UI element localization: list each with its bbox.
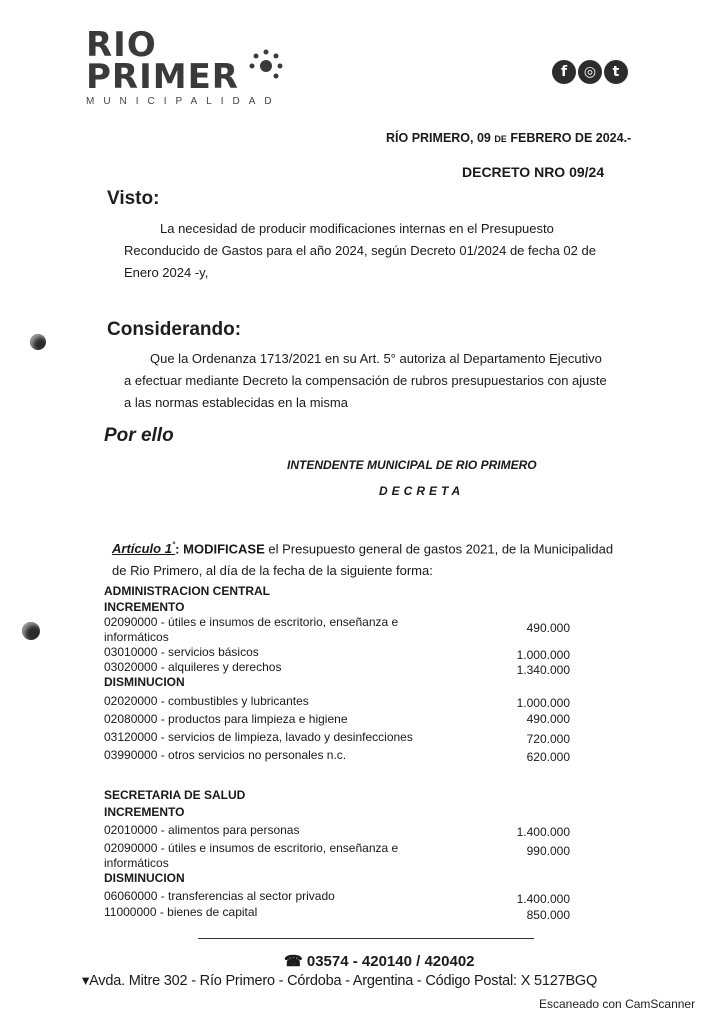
visto-heading: Visto: bbox=[107, 188, 160, 209]
instagram-icon[interactable]: ◎ bbox=[578, 60, 602, 84]
visto-line-3: Enero 2024 -y, bbox=[124, 265, 209, 280]
incremento-label: INCREMENTO bbox=[104, 805, 185, 819]
table-row: 02090000 - útiles e insumos de escritorio, enseñanza e 490.000 informáticos bbox=[104, 615, 570, 644]
por-ello-heading: Por ello bbox=[104, 425, 174, 446]
articulo-label: Artículo 1° bbox=[112, 541, 176, 557]
social-icons bbox=[552, 60, 628, 84]
logo-word-primer: PRIMER bbox=[86, 57, 239, 97]
logo-subtitle: MUNICIPALIDAD bbox=[86, 96, 281, 107]
visto-paragraph bbox=[124, 218, 622, 284]
articulo-line-2: de Rio Primero, al día de la fecha de la siguiente forma: bbox=[112, 563, 433, 579]
visto-line-1: La necesidad de producir modificaciones internas en el Presupuesto bbox=[160, 221, 554, 236]
section-title: ADMINISTRACION CENTRAL bbox=[104, 584, 270, 598]
table-row: 11000000 - bienes de capital 850.000 bbox=[104, 905, 570, 922]
table-row: 02020000 - combustibles y lubricantes 1.000.000 bbox=[104, 694, 570, 710]
table-row: 03010000 - servicios básicos 1.000.000 bbox=[104, 645, 570, 662]
phone-icon: ☎ bbox=[284, 953, 303, 970]
decree-number: DECRETO NRO 09/24 bbox=[462, 164, 605, 180]
facebook-icon[interactable]: f bbox=[552, 60, 576, 84]
modificase-word: MODIFICASE bbox=[183, 541, 265, 557]
decreta-title: DECRETA bbox=[379, 484, 465, 498]
twitter-icon[interactable]: t bbox=[604, 60, 628, 84]
table-row: 02010000 - alimentos para personas 1.400.000 bbox=[104, 823, 570, 839]
table-row: 03990000 - otros servicios no personales n.c. 620.000 bbox=[104, 748, 570, 764]
table-row: 03020000 - alquileres y derechos 1.340.000 bbox=[104, 660, 570, 677]
sun-logo-icon bbox=[246, 44, 286, 84]
considerando-paragraph bbox=[124, 348, 622, 414]
disminucion-label: DISMINUCION bbox=[104, 871, 185, 885]
articulo-1: Artículo 1°: MODIFICASE el Presupuesto general de gastos 2021, de la Municipalidad de Rio Primero, al día de la fecha de la siguiente forma: bbox=[112, 535, 627, 582]
table-row: 02090000 - útiles e insumos de escritorio, enseñanza e 990.000 informáticos bbox=[104, 841, 570, 870]
considerando-line-1: Que la Ordenanza 1713/2021 en su Art. 5° autoriza al Departamento Ejecutivo bbox=[150, 351, 602, 366]
considerando-line-3: a las normas establecidas en la misma bbox=[124, 395, 348, 410]
footer-phone: ☎ 03574 - 420140 / 420402 bbox=[284, 953, 475, 970]
incremento-label: INCREMENTO bbox=[104, 600, 185, 614]
footer-address: ▾Avda. Mitre 302 - Río Primero - Córdoba - Argentina - Código Postal: X 5127BGQ bbox=[82, 973, 598, 989]
disminucion-label: DISMINUCION bbox=[104, 675, 185, 689]
table-row: 06060000 - transferencias al sector privado 1.400.000 bbox=[104, 889, 570, 906]
considerando-line-2: a efectuar mediante Decreto la compensación de rubros presupuestarios con ajuste bbox=[124, 373, 607, 388]
section-title: SECRETARIA DE SALUD bbox=[104, 788, 246, 802]
hole-punch-mark bbox=[22, 622, 40, 640]
hole-punch-mark bbox=[30, 334, 46, 350]
scanner-watermark: Escaneado con CamScanner bbox=[539, 997, 696, 1011]
intendente-title: INTENDENTE MUNICIPAL DE RIO PRIMERO bbox=[287, 458, 537, 472]
salud-table bbox=[104, 788, 570, 920]
footer-divider bbox=[198, 938, 534, 939]
table-row: 02080000 - productos para limpieza e higiene 490.000 bbox=[104, 712, 570, 726]
admin-central-table bbox=[104, 584, 570, 763]
visto-line-2: Reconducido de Gastos para el año 2024, según Decreto 01/2024 de fecha 02 de bbox=[124, 243, 596, 258]
location-pin-icon: ▾ bbox=[82, 973, 90, 989]
table-row: 03120000 - servicios de limpieza, lavado y desinfecciones 720.000 bbox=[104, 730, 570, 746]
document-date: RÍO PRIMERO, 09 DE FEBRERO DE 2024.- bbox=[386, 131, 632, 145]
considerando-heading: Considerando: bbox=[107, 319, 242, 340]
logo-word-rio: RIO bbox=[86, 25, 157, 65]
